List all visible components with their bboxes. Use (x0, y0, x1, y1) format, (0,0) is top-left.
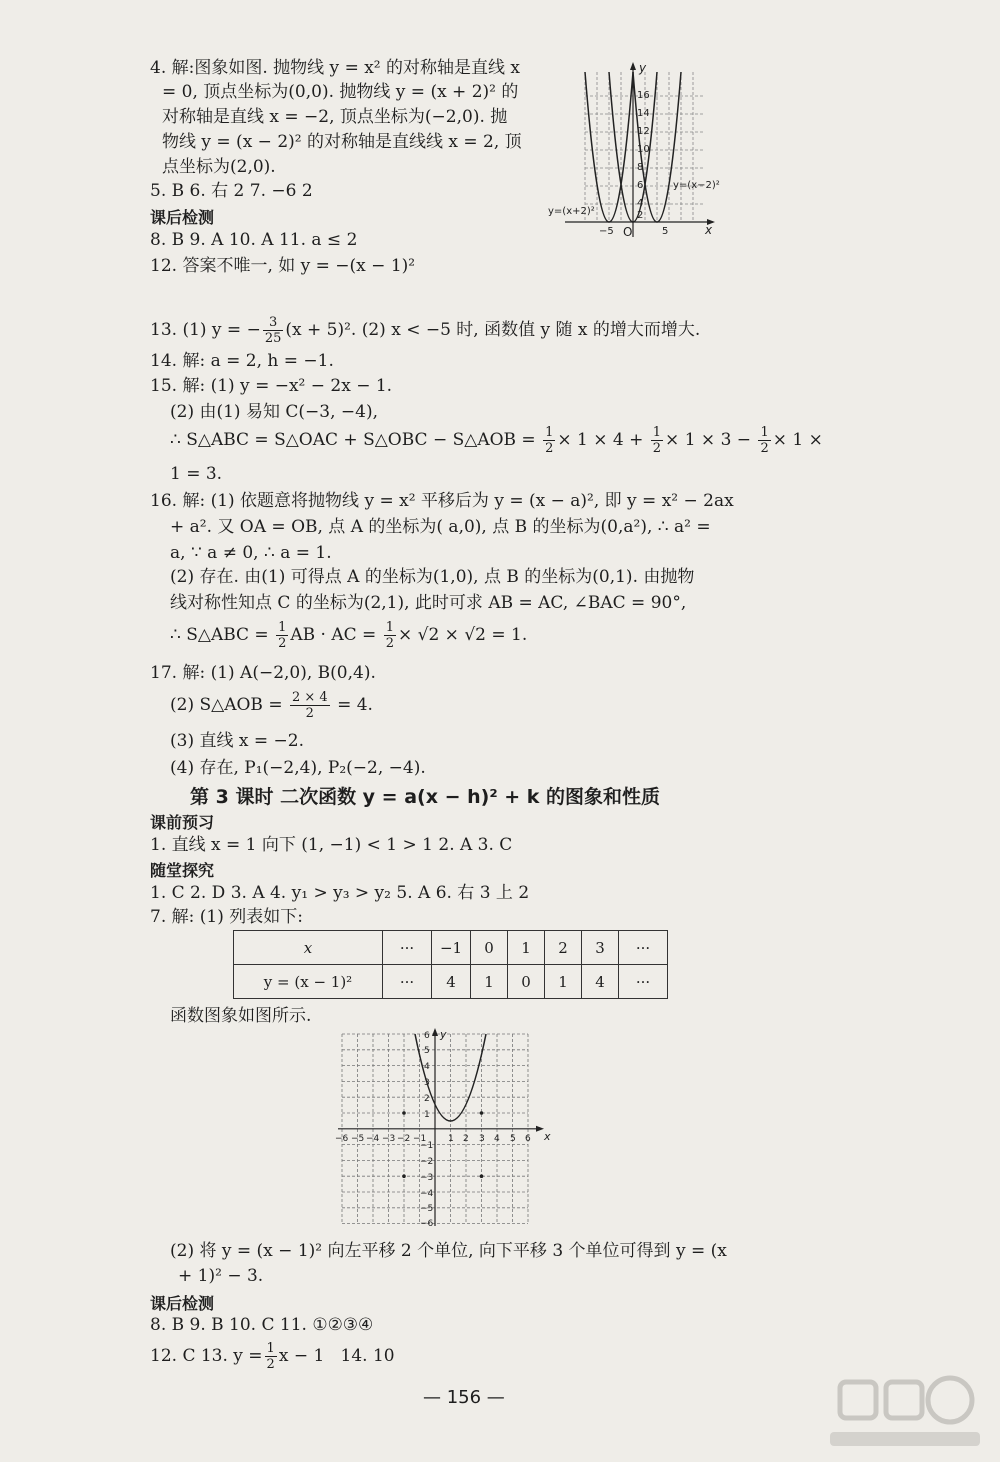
table-cell: ··· (619, 931, 668, 965)
g2-ytick: 4 (424, 1062, 430, 1072)
table-cell: x (234, 931, 383, 965)
g1-ytick-10: 10 (637, 144, 650, 155)
g2-xtick: 4 (494, 1134, 500, 1144)
table-cell: −1 (432, 931, 471, 965)
answer-15-sum (170, 425, 823, 456)
g2-xtick: −6 (335, 1134, 349, 1144)
heading-preview: 课前预习 (150, 813, 215, 832)
table-cell: 0 (508, 965, 545, 999)
answer-7-2-line-2: + 1)² − 3. (178, 1266, 264, 1286)
answers-12-14 (150, 1341, 395, 1372)
table-cell: y = (x − 1)² (234, 965, 383, 999)
answer-7-2-line-1: (2) 将 y = (x − 1)² 向左平移 2 个单位, 向下平移 3 个单位可得到 y = (x (170, 1241, 727, 1261)
answer-17-1: 17. 解: (1) A(−2,0), B(0,4). (150, 663, 376, 683)
table-cell: 3 (582, 931, 619, 965)
q13-fraction (263, 315, 284, 346)
g1-ytick-8: 8 (637, 162, 644, 173)
g2-ytick: 6 (424, 1031, 430, 1041)
answer-16-line-5: 线对称性知点 C 的坐标为(2,1), 此时可求 AB = AC, ∠BAC = 90°, (170, 593, 687, 613)
q17-area-prefix: (2) S△AOB = (170, 695, 283, 715)
q13b-prefix: 12. C 13. y = (150, 1346, 263, 1366)
heading-after-test-1: 课后检测 (150, 208, 215, 227)
frac-num: 1 (266, 1341, 275, 1356)
q15-frac-1 (543, 425, 555, 456)
q17-area-suffix: = 4. (337, 695, 373, 715)
heading-after-test-2: 课后检测 (150, 1294, 215, 1313)
g1-ytick-14: 14 (637, 108, 650, 119)
g2-ytick: −6 (420, 1219, 434, 1228)
answer-16-line-3: a, ∵ a ≠ 0, ∴ a = 1. (170, 543, 332, 563)
q13-num: 3 (263, 315, 284, 331)
q4-line-5: 点坐标为(2,0). (162, 157, 276, 177)
g2-ytick: −3 (420, 1173, 434, 1183)
table-cell: 2 (545, 931, 582, 965)
g2-ytick: −4 (420, 1189, 434, 1199)
q4-line-2: = 0, 顶点坐标为(0,0). 抛物线 y = (x + 2)² 的 (162, 82, 519, 102)
frac-den: 2 (385, 636, 394, 651)
q16-frac-1 (276, 620, 288, 651)
q13-suffix: (x + 5)². (2) x < −5 时, 函数值 y 随 x 的增大而增大. (285, 320, 701, 340)
frac-den: 2 (760, 441, 769, 456)
g1-label-right: y=(x−2)² (673, 180, 720, 191)
g1-label-left: y=(x+2)² (548, 206, 595, 217)
answers-8-11-b: 8. B 9. B 10. C 11. ①②③④ (150, 1315, 374, 1335)
table-cell: 4 (432, 965, 471, 999)
g2-ytick: −1 (420, 1141, 434, 1151)
g1-y-axis-label: y (639, 62, 647, 75)
table-cell: ··· (383, 965, 432, 999)
g1-xtick-5: 5 (662, 226, 669, 237)
answer-7-intro: 7. 解: (1) 列表如下: (150, 907, 303, 927)
table-cell: ··· (383, 931, 432, 965)
frac-den: 2 (545, 441, 554, 456)
explore-answers: 1. C 2. D 3. A 4. y₁ > y₃ > y₂ 5. A 6. 右 3 上 2 (150, 883, 530, 903)
frac-num: 1 (545, 425, 554, 440)
q4-line-1: 4. 解:图象如图. 抛物线 y = x² 的对称轴是直线 x (150, 58, 521, 78)
q15-part-2: × 1 × 3 − (665, 430, 752, 450)
g2-ytick: 5 (424, 1046, 430, 1056)
q17-fraction (290, 690, 330, 721)
g1-ytick-16: 16 (637, 90, 650, 101)
frac-num: 1 (652, 425, 662, 440)
g2-ytick: 2 (424, 1094, 430, 1104)
table-cell: ··· (619, 965, 668, 999)
g1-xtick-neg5: −5 (599, 226, 614, 237)
answer-13 (150, 315, 700, 346)
frac-num: 1 (278, 620, 287, 635)
frac-num: 1 (760, 425, 769, 440)
table-cell: 0 (471, 931, 508, 965)
table-cell: 1 (508, 931, 545, 965)
g2-xtick: 6 (525, 1134, 531, 1144)
g1-ytick-4: 4 (637, 198, 644, 209)
g2-ytick: −5 (420, 1204, 434, 1214)
value-table (233, 930, 668, 999)
answer-16-line-4: (2) 存在. 由(1) 可得点 A 的坐标为(1,0), 点 B 的坐标为(0,1). 由抛物 (170, 567, 695, 587)
watermark-logo (820, 1370, 990, 1460)
q15-part-3: × 1 × (772, 430, 823, 450)
answer-15-result: 1 = 3. (170, 464, 223, 484)
q16-area-prefix: ∴ S△ABC = (170, 625, 269, 645)
frac-num: 2 × 4 (291, 690, 328, 705)
g2-ytick: 1 (424, 1110, 430, 1120)
g1-ytick-12: 12 (637, 126, 650, 137)
q15-frac-2 (651, 425, 663, 456)
g2-xtick: −1 (413, 1134, 427, 1144)
answer-17-4: (4) 存在, P₁(−2,4), P₂(−2, −4). (170, 758, 426, 778)
q13-prefix: 13. (1) y = − (150, 320, 261, 340)
answer-14-b: 14. 10 (340, 1346, 395, 1366)
q15-sum-prefix: ∴ S△ABC = S△OAC + S△OBC − S△AOB = (170, 430, 536, 450)
parabola-graph-1 (545, 62, 730, 242)
answers-5-7: 5. B 6. 右 2 7. −6 2 (150, 181, 313, 201)
g2-xtick: 2 (463, 1134, 469, 1144)
answer-12: 12. 答案不唯一, 如 y = −(x − 1)² (150, 256, 416, 276)
answer-17-2 (170, 690, 373, 721)
q16-part-2: × √2 × √2 = 1. (397, 625, 528, 645)
g2-xtick: −4 (366, 1134, 380, 1144)
lesson-title: 第 3 课时 二次函数 y = a(x − h)² + k 的图象和性质 (190, 786, 661, 808)
answer-15-2: (2) 由(1) 易知 C(−3, −4), (170, 402, 378, 422)
answers-8-11: 8. B 9. A 10. A 11. a ≤ 2 (150, 230, 358, 250)
answer-14: 14. 解: a = 2, h = −1. (150, 351, 334, 371)
g2-xtick: 5 (510, 1134, 516, 1144)
q15-part-1: × 1 × 4 + (557, 430, 644, 450)
g1-origin-label: O (623, 225, 633, 239)
g2-xtick: −3 (382, 1134, 396, 1144)
g2-ytick: −2 (420, 1157, 434, 1167)
g2-y-axis-label: y (440, 1028, 447, 1041)
frac-den: 2 (652, 441, 662, 456)
preview-answers: 1. 直线 x = 1 向下 (1, −1) < 1 > 1 2. A 3. C (150, 835, 513, 855)
g1-ytick-2: 2 (637, 210, 644, 221)
q4-line-3: 对称轴是直线 x = −2, 顶点坐标为(−2,0). 抛 (162, 107, 508, 127)
table-cell: 4 (582, 965, 619, 999)
table-cell: 1 (471, 965, 508, 999)
g1-ytick-6: 6 (637, 180, 644, 191)
answer-16-area (170, 620, 527, 651)
answer-16-line-2: + a². 又 OA = OB, 点 A 的坐标为( a,0), 点 B 的坐标为(0,a²), ∴ a² = (170, 517, 711, 537)
frac-den: 2 (278, 636, 287, 651)
answer-17-3: (3) 直线 x = −2. (170, 731, 304, 751)
frac-num: 1 (385, 620, 394, 635)
g2-xtick: −5 (351, 1134, 365, 1144)
parabola-graph-2 (330, 1028, 560, 1228)
answer-16-line-1: 16. 解: (1) 依题意将抛物线 y = x² 平移后为 y = (x − a)², 即 y = x² − 2ax (150, 491, 734, 511)
frac-den: 2 (305, 706, 314, 721)
g2-xtick: −2 (397, 1134, 411, 1144)
g2-x-axis-label: x (544, 1130, 551, 1143)
answer-15-1: 15. 解: (1) y = −x² − 2x − 1. (150, 376, 393, 396)
table-cell: 1 (545, 965, 582, 999)
q16-frac-2 (384, 620, 396, 651)
table-row (234, 965, 668, 999)
q13b-fraction (265, 1341, 277, 1372)
q4-line-4: 物线 y = (x − 2)² 的对称轴是直线线 x = 2, 顶 (162, 132, 522, 152)
q16-part-1: AB · AC = (290, 625, 377, 645)
heading-explore: 随堂探究 (150, 861, 215, 880)
g2-xtick: 3 (479, 1134, 485, 1144)
g2-ytick: 3 (424, 1078, 430, 1088)
g2-xtick: 1 (448, 1134, 454, 1144)
frac-den: 2 (266, 1357, 275, 1372)
q13b-suffix: x − 1 (278, 1346, 325, 1366)
g1-x-axis-label: x (705, 223, 713, 237)
graph-caption: 函数图象如图所示. (170, 1006, 312, 1026)
page-number: — 156 — (423, 1387, 505, 1408)
q13-den: 25 (264, 331, 282, 346)
q15-frac-3 (758, 425, 770, 456)
table-row (234, 931, 668, 965)
